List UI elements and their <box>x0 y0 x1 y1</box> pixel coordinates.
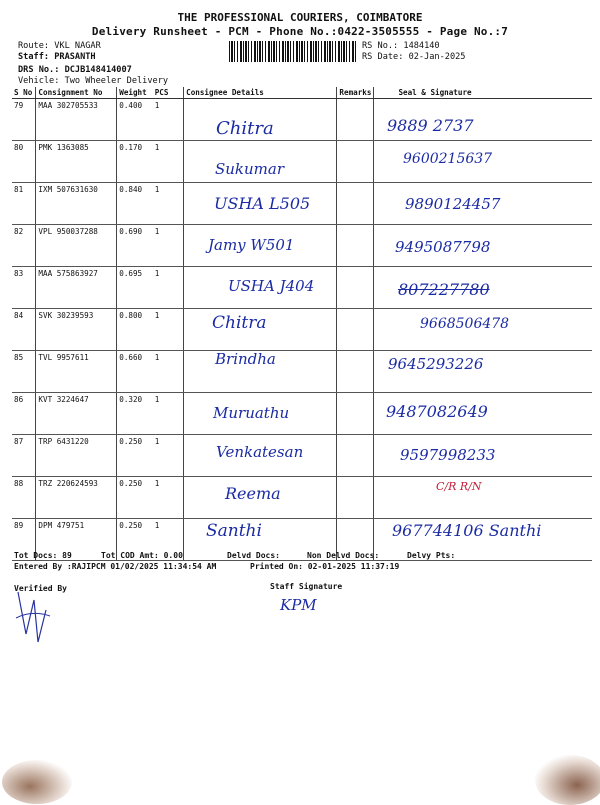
cell-pcs: 1 <box>153 141 184 183</box>
tot-cod: Tot COD Amt: 0.00 <box>101 551 183 560</box>
rs-number: RS No.: 1484140 <box>362 41 440 51</box>
tot-docs: Tot Docs: 89 <box>14 551 72 560</box>
consignee-sign-85: Brindha <box>215 350 276 368</box>
table-row <box>12 351 592 393</box>
cell-remarks <box>337 435 374 477</box>
cell-consignment-no: KVT 3224647 <box>36 393 117 435</box>
drs-number: DRS No.: DCJB148414007 <box>18 65 132 75</box>
cell-remarks <box>337 393 374 435</box>
cell-pcs: 1 <box>153 309 184 351</box>
table-row <box>12 225 592 267</box>
col-remarks: Remarks <box>337 87 374 99</box>
cell-sno: 88 <box>12 477 36 519</box>
cell-weight: 0.250 <box>117 435 153 477</box>
consignee-sign-87: Venkatesan <box>216 443 304 461</box>
consignee-sign-84: Chitra <box>212 313 267 333</box>
cell-pcs: 1 <box>153 351 184 393</box>
non-delvd-docs: Non Delvd Docs: <box>307 551 380 560</box>
col-weight: Weight <box>117 87 153 99</box>
table-header <box>12 87 592 99</box>
table-row <box>12 393 592 435</box>
cell-weight: 0.695 <box>117 267 153 309</box>
cell-sno: 79 <box>12 99 36 141</box>
company-title: THE PROFESSIONAL COURIERS, COIMBATORE <box>177 11 423 24</box>
cell-sno: 86 <box>12 393 36 435</box>
cell-consignment-no: PMK 1363085 <box>36 141 117 183</box>
cell-weight: 0.840 <box>117 183 153 225</box>
signature-80: 9600215637 <box>403 151 493 167</box>
cell-weight: 0.400 <box>117 99 153 141</box>
consignee-sign-86: Muruathu <box>213 404 290 422</box>
cell-pcs: 1 <box>153 183 184 225</box>
cell-remarks <box>337 351 374 393</box>
consignee-sign-88: Reema <box>225 484 281 503</box>
signature-88: C/R R/N <box>436 480 482 493</box>
col-signature: Seal & Signature <box>374 87 592 99</box>
consignee-sign-80: Sukumar <box>215 160 285 178</box>
cell-pcs: 1 <box>153 393 184 435</box>
signature-79: 9889 2737 <box>387 116 474 135</box>
cell-sno: 84 <box>12 309 36 351</box>
signature-81: 9890124457 <box>405 195 501 213</box>
signature-84: 9668506478 <box>420 316 510 332</box>
cell-pcs: 1 <box>153 225 184 267</box>
cell-sno: 85 <box>12 351 36 393</box>
cell-consignment-no: DPM 479751 <box>36 519 117 561</box>
col-consignee: Consignee Details <box>184 87 337 99</box>
signature-82: 9495087798 <box>395 238 491 256</box>
cell-weight: 0.690 <box>117 225 153 267</box>
signature-85: 9645293226 <box>388 355 484 373</box>
cell-pcs: 1 <box>153 435 184 477</box>
staff-signature-mark: KPM <box>280 596 317 614</box>
cell-pcs: 1 <box>153 99 184 141</box>
signature-87: 9597998233 <box>400 446 496 464</box>
vehicle: Vehicle: Two Wheeler Delivery <box>18 76 169 86</box>
cell-remarks <box>337 477 374 519</box>
cell-consignment-no: TRP 6431220 <box>36 435 117 477</box>
route: Route: VKL NAGAR <box>18 41 101 51</box>
cell-remarks <box>337 309 374 351</box>
cell-pcs: 1 <box>153 267 184 309</box>
cell-weight: 0.320 <box>117 393 153 435</box>
delvy-pts: Delvy Pts: <box>407 551 456 560</box>
consignee-sign-89: Santhi <box>206 521 262 541</box>
cell-sno: 82 <box>12 225 36 267</box>
entered-by: Entered By :RAJIPCM 01/02/2025 11:34:54 AM <box>14 562 217 571</box>
cell-sno: 80 <box>12 141 36 183</box>
barcode <box>229 41 356 62</box>
cell-consignment-no: MAA 302705533 <box>36 99 117 141</box>
signature-89: 967744106 Santhi <box>392 521 542 540</box>
signature-83: 807227780 <box>398 280 490 299</box>
cell-consignment-no: VPL 950037288 <box>36 225 117 267</box>
consignee-sign-81: USHA L505 <box>214 194 311 213</box>
cell-pcs: 1 <box>153 519 184 561</box>
cell-consignment-no: MAA 575863927 <box>36 267 117 309</box>
stain-mark <box>2 760 72 804</box>
consignee-sign-83: USHA J404 <box>228 277 315 295</box>
col-sno: S No <box>12 87 36 99</box>
col-pcs: PCS <box>153 87 184 99</box>
cell-weight: 0.660 <box>117 351 153 393</box>
cell-remarks <box>337 183 374 225</box>
staff: Staff: PRASANTH <box>18 52 96 62</box>
cell-consignment-no: SVK 30239593 <box>36 309 117 351</box>
runsheet-subtitle: Delivery Runsheet - PCM - Phone No.:0422-3505555 - Page No.:7 <box>91 25 509 38</box>
cell-consignment-no: TRZ 220624593 <box>36 477 117 519</box>
verified-by: Verified By <box>14 584 67 593</box>
cell-remarks <box>337 225 374 267</box>
cell-consignment-no: TVL 9957611 <box>36 351 117 393</box>
cell-pcs: 1 <box>153 477 184 519</box>
table-row <box>12 99 592 141</box>
rs-date: RS Date: 02-Jan-2025 <box>362 52 466 62</box>
delvd-docs: Delvd Docs: <box>227 551 280 560</box>
stain-mark <box>535 755 600 805</box>
cell-remarks <box>337 141 374 183</box>
staff-signature-label: Staff Signature <box>270 582 343 591</box>
cell-signature <box>374 477 592 519</box>
consignee-sign-79: Chitra <box>216 118 274 139</box>
signature-86: 9487082649 <box>386 402 488 421</box>
cell-sno: 81 <box>12 183 36 225</box>
table-row <box>12 141 592 183</box>
cell-sno: 89 <box>12 519 36 561</box>
cell-weight: 0.800 <box>117 309 153 351</box>
verified-signature-mark <box>12 588 52 648</box>
cell-remarks <box>337 267 374 309</box>
consignee-sign-82: Jamy W501 <box>208 236 295 254</box>
cell-sno: 83 <box>12 267 36 309</box>
cell-weight: 0.250 <box>117 519 153 561</box>
cell-sno: 87 <box>12 435 36 477</box>
cell-weight: 0.250 <box>117 477 153 519</box>
cell-weight: 0.170 <box>117 141 153 183</box>
cell-consignment-no: IXM 507631630 <box>36 183 117 225</box>
cell-remarks <box>337 99 374 141</box>
col-consignment: Consignment No <box>36 87 117 99</box>
table-row <box>12 477 592 519</box>
printed-on: Printed On: 02-01-2025 11:37:19 <box>250 562 400 571</box>
